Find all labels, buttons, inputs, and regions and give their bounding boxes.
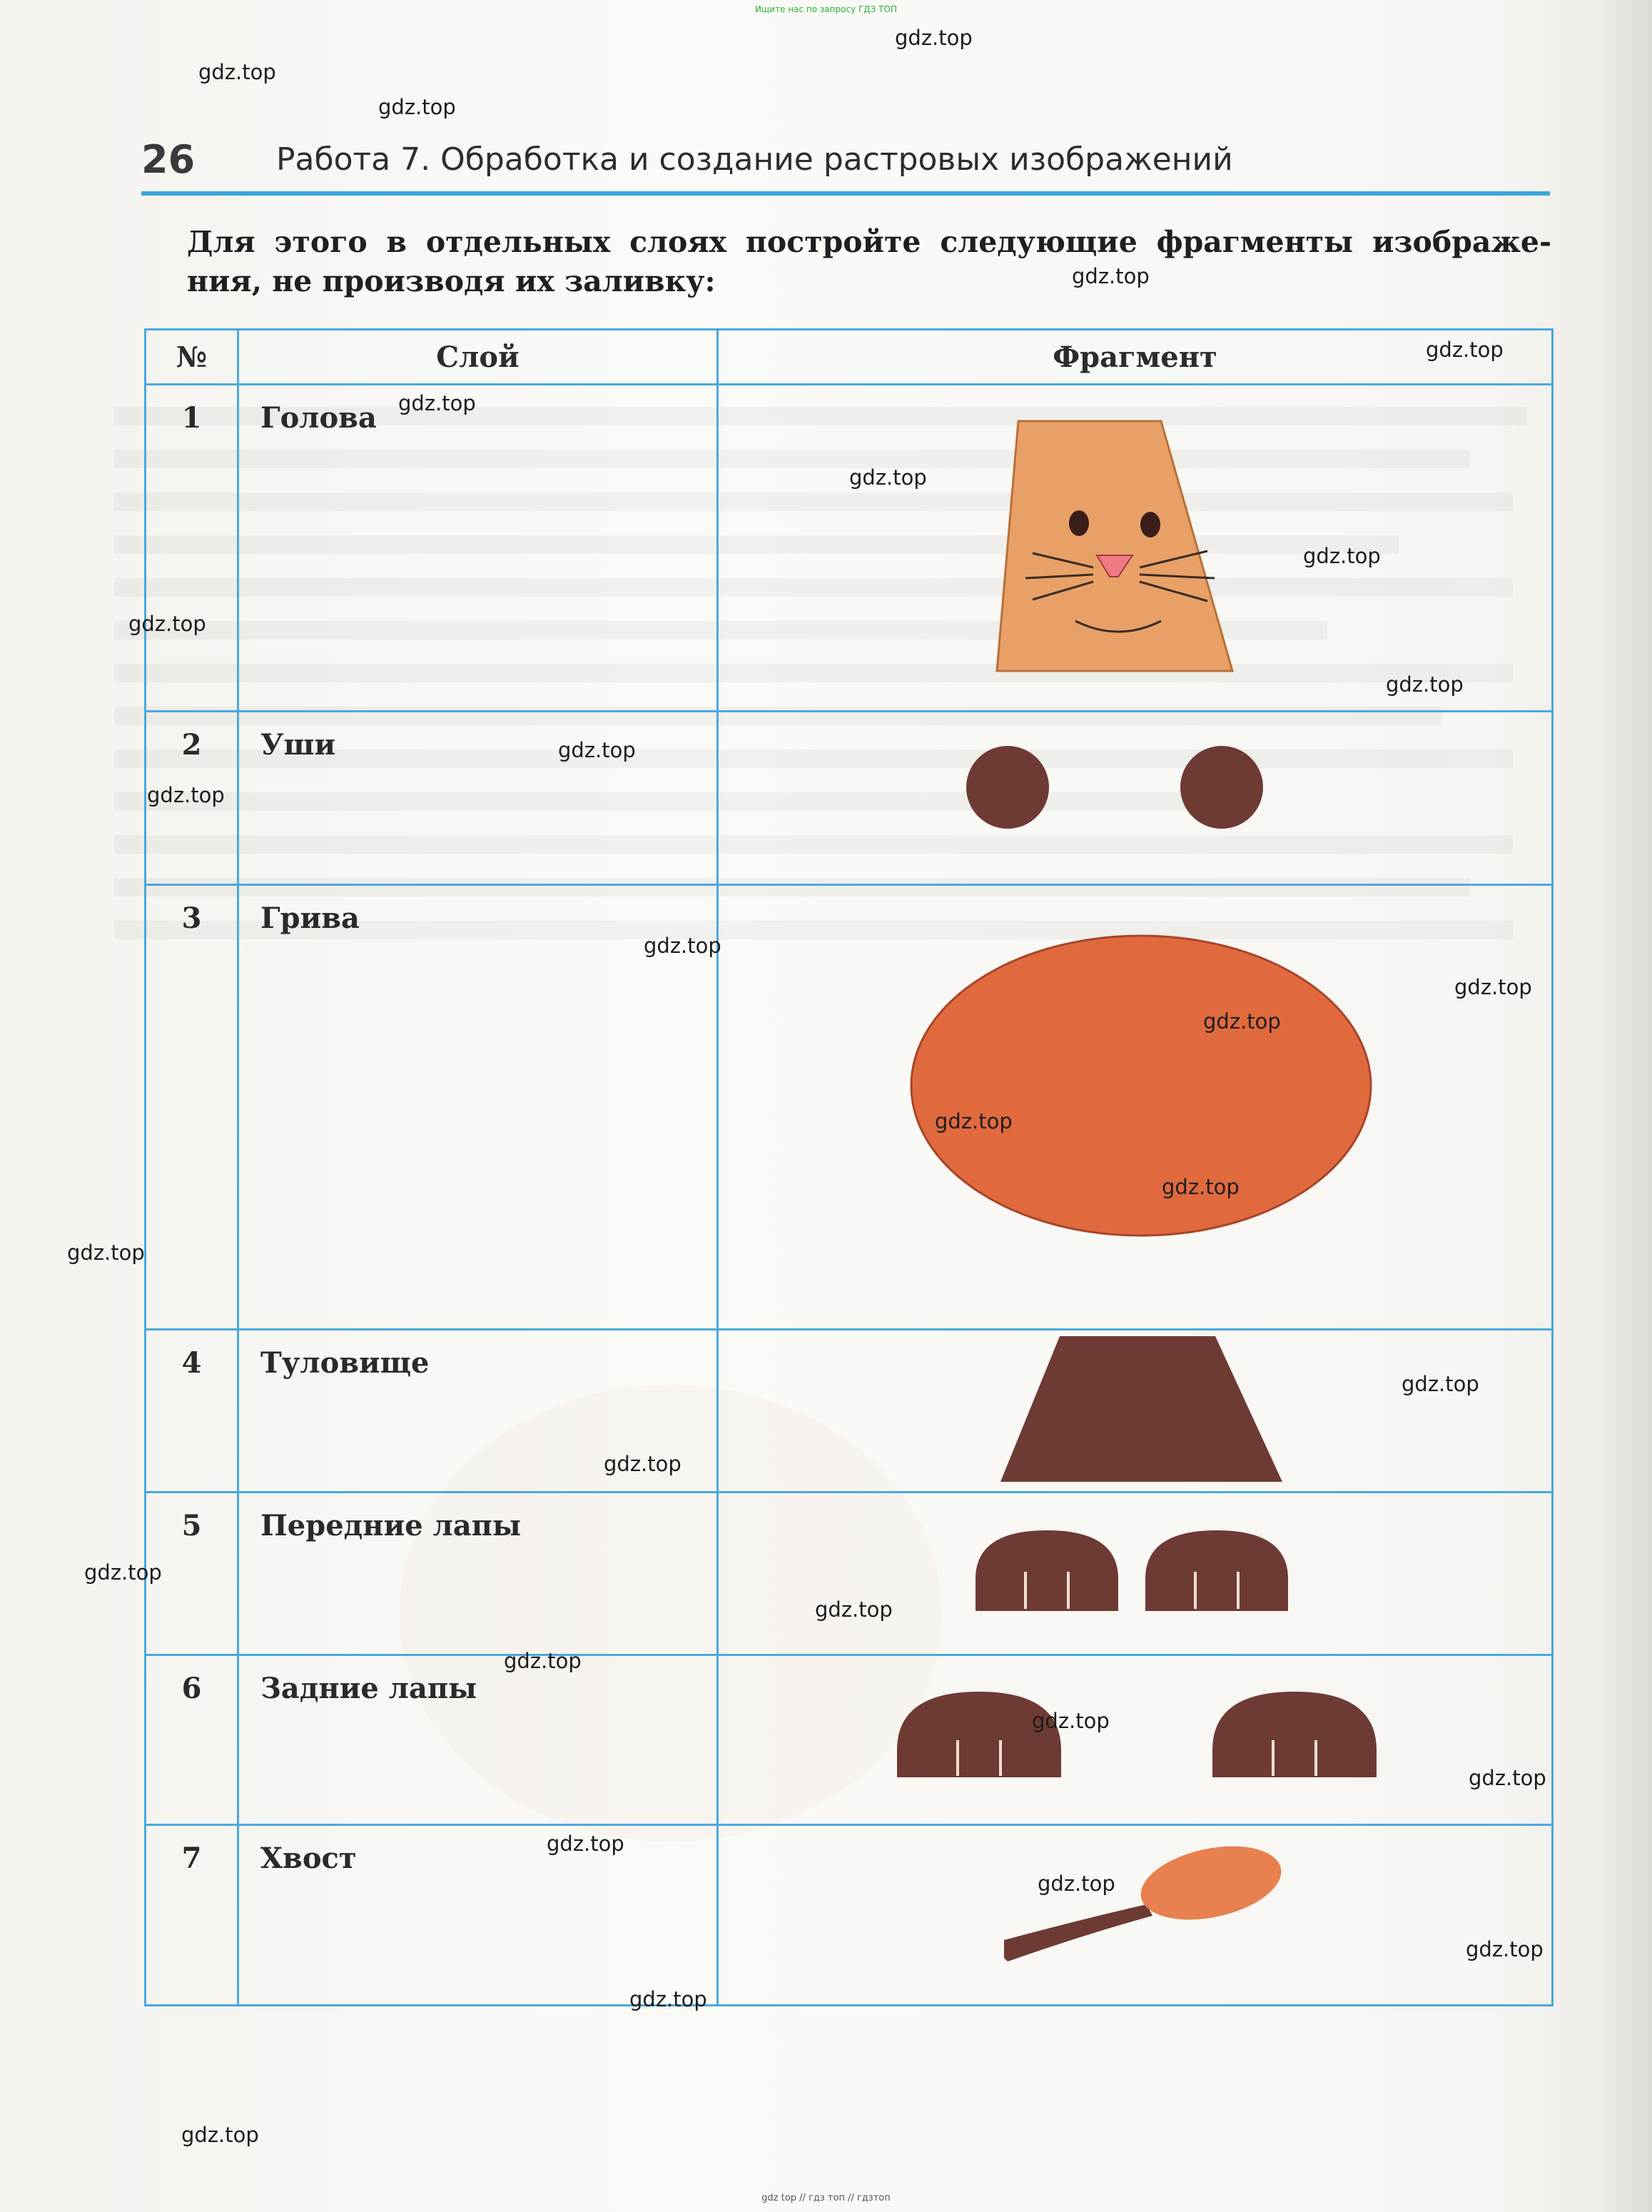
instruction-line-1: Для этого в отдельных слоях постройте следующие фрагменты изображе- <box>187 225 1551 259</box>
body-fragment-drawing <box>719 1330 1554 1491</box>
right-eye <box>1140 512 1160 537</box>
mane-ellipse <box>911 936 1371 1236</box>
watermark-text: gdz.top <box>128 612 206 636</box>
layer-name: Голова <box>238 385 718 712</box>
tail-stem <box>1004 1904 1152 1961</box>
top-promo-note: Ищите нас по запросу ГДЗ ТОП <box>755 4 897 14</box>
row-number: 2 <box>146 712 238 885</box>
watermark-text: gdz.top <box>504 1649 582 1673</box>
watermark-text: gdz.top <box>558 738 636 762</box>
hind-paw-left <box>897 1692 1061 1777</box>
mane-fragment-drawing <box>719 886 1554 1328</box>
watermark-text: gdz.top <box>1454 975 1532 999</box>
fragment-cell <box>718 1655 1553 1825</box>
fragment-cell <box>718 712 1553 885</box>
watermark-text: gdz.top <box>1466 1937 1544 1961</box>
table-row <box>146 1655 1553 1825</box>
fragments-table <box>144 328 1554 2006</box>
fragments-table-container <box>144 328 1551 2037</box>
header-rule <box>141 191 1550 196</box>
watermark-text: gdz.top <box>1072 264 1150 288</box>
front-paw-left <box>976 1530 1118 1611</box>
watermark-text: gdz.top <box>604 1452 681 1476</box>
hind-paws-drawing <box>719 1656 1554 1824</box>
row-number: 4 <box>146 1330 238 1493</box>
watermark-text: gdz.top <box>1469 1766 1546 1790</box>
fragment-cell <box>718 885 1553 1330</box>
watermark-text: gdz.top <box>935 1109 1013 1133</box>
watermark-text: gdz.top <box>815 1597 893 1622</box>
watermark-text: gdz.top <box>378 95 456 119</box>
watermark-text: gdz.top <box>1426 338 1504 362</box>
table-row <box>146 1330 1553 1493</box>
hind-paw-right <box>1212 1692 1377 1777</box>
row-number: 3 <box>146 885 238 1330</box>
row-number: 6 <box>146 1655 238 1825</box>
table-row <box>146 885 1553 1330</box>
watermark-text: gdz.top <box>1386 672 1464 697</box>
layer-name: Туловище <box>238 1330 718 1493</box>
watermark-text: gdz.top <box>1303 544 1381 568</box>
front-paws-drawing <box>719 1493 1554 1654</box>
page-edge-shadow <box>1602 0 1652 2212</box>
right-ear <box>1180 746 1263 829</box>
table-row <box>146 712 1553 885</box>
watermark-text: gdz.top <box>398 391 476 415</box>
row-number: 1 <box>146 385 238 712</box>
row-number: 7 <box>146 1825 238 2006</box>
layer-name: Задние лапы <box>238 1655 718 1825</box>
fragment-cell <box>718 1825 1553 2006</box>
watermark-text: gdz.top <box>84 1560 162 1585</box>
watermark-text: gdz.top <box>1203 1009 1281 1034</box>
watermark-text: gdz.top <box>1162 1175 1240 1199</box>
watermark-text: gdz.top <box>895 26 973 50</box>
page-number: 26 <box>141 137 196 182</box>
watermark-text: gdz.top <box>147 783 225 807</box>
ears-fragment-drawing <box>719 712 1554 884</box>
fragment-cell <box>718 1330 1553 1493</box>
row-number: 5 <box>146 1493 238 1655</box>
left-ear <box>966 746 1049 829</box>
watermark-text: gdz.top <box>547 1832 624 1856</box>
watermark-text: gdz.top <box>1402 1372 1479 1396</box>
watermark-text: gdz.top <box>629 1987 707 2011</box>
tail-tip <box>1134 1834 1288 1931</box>
fragment-cell <box>718 385 1553 712</box>
table-row <box>146 1493 1553 1655</box>
watermark-text: gdz.top <box>644 934 721 958</box>
watermark-text: gdz.top <box>181 2123 259 2147</box>
table-row <box>146 1825 1553 2006</box>
running-header-title: Работа 7. Обработка и создание растровых изображений <box>276 141 1233 178</box>
watermark-text: gdz.top <box>198 60 276 84</box>
tail-fragment-drawing <box>719 1826 1554 2004</box>
column-header-layer: Слой <box>238 330 718 385</box>
instruction-line-2: ния, не производя их заливку: <box>187 264 716 298</box>
layer-name: Хвост <box>238 1825 718 2006</box>
layer-name: Передние лапы <box>238 1493 718 1655</box>
front-paw-right <box>1145 1530 1288 1611</box>
head-shape <box>997 421 1232 671</box>
layer-name: Грива <box>238 885 718 1330</box>
head-fragment-drawing <box>719 385 1554 710</box>
column-header-fragment: Фрагмент <box>718 330 1553 385</box>
layer-name: Уши <box>238 712 718 885</box>
left-eye <box>1069 510 1089 536</box>
watermark-text: gdz.top <box>849 465 927 490</box>
table-header-row <box>146 330 1553 385</box>
fragment-cell <box>718 1493 1553 1655</box>
watermark-text: gdz.top <box>67 1241 145 1265</box>
body-shape <box>1000 1336 1282 1482</box>
bottom-promo-note: gdz top // гдз топ // гдзтоп <box>761 2193 891 2203</box>
column-header-number: № <box>146 330 238 385</box>
watermark-text: gdz.top <box>1038 1872 1115 1896</box>
watermark-text: gdz.top <box>1032 1709 1110 1733</box>
